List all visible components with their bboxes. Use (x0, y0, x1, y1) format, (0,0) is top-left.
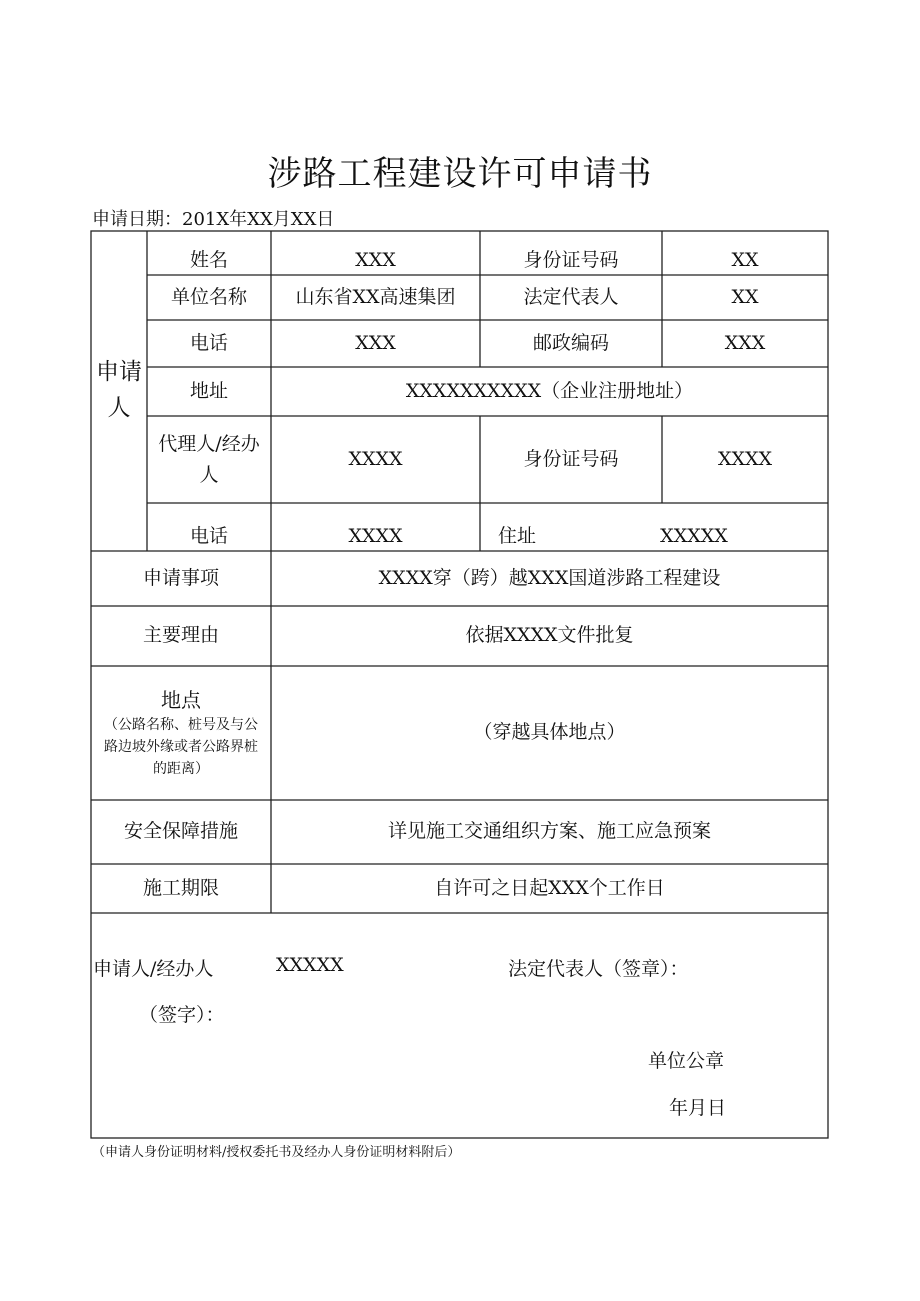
agent-phone-label: 电话 (189, 525, 228, 548)
legal-representative-value: XX (731, 285, 759, 308)
reason-label: 主要理由 (142, 624, 219, 647)
location-note-line2: 路边坡外缘或者公路界桩 (104, 739, 258, 756)
agent-value: XXXX (348, 447, 403, 470)
id-number-label: 身份证号码 (523, 249, 619, 272)
legal-representative-label: 法定代表人 (523, 285, 619, 308)
document-title: 涉路工程建设许可申请书 (267, 154, 653, 194)
agent-id-label: 身份证号码 (523, 447, 619, 470)
agent-id-value: XXXX (717, 447, 773, 470)
company-seal-label: 单位公章 (648, 1050, 725, 1072)
applicant-group-label (91, 231, 147, 551)
location-label: 地点 (161, 688, 201, 713)
postcode-label: 邮政编码 (532, 331, 609, 354)
signature-applicant-value: XXXXX (276, 954, 344, 976)
safety-measures-label: 安全保障措施 (123, 820, 238, 843)
phone-value: XXX (355, 331, 396, 354)
location-note-line3: 的距离） (153, 760, 209, 777)
phone-label: 电话 (189, 331, 228, 354)
residence-label: 住址 (498, 525, 537, 548)
reason-value: 依据XXXX文件批复 (465, 624, 634, 647)
signature-sign-note: （签字）： (139, 1004, 225, 1026)
address-value: XXXXXXXXXX（企业注册地址） (405, 379, 694, 402)
location-label-block (91, 666, 271, 800)
applicant-group-label-line1: 申请 (96, 359, 142, 386)
signature-applicant-label: 申请人/经办人 (93, 958, 214, 980)
applicant-group-label-line2: 人 (107, 395, 131, 421)
construction-period-value: 自许可之日起XXX个工作日 (434, 876, 665, 899)
address-label: 地址 (189, 379, 228, 402)
application-date: 申请日期：201X年XX月XX日 (92, 209, 335, 230)
location-value: （穿越具体地点） (473, 721, 626, 744)
name-label: 姓名 (189, 249, 228, 272)
id-number-value: XX (731, 249, 759, 272)
signature-date: 年月日 (669, 1097, 727, 1119)
signature-legal-rep-label: 法定代表人（签章）： (508, 958, 689, 980)
name-value: XXX (355, 249, 396, 272)
construction-period-label: 施工期限 (142, 876, 219, 899)
location-note-line1: （公路名称、桩号及与公 (104, 717, 258, 734)
agent-label (147, 416, 271, 503)
unit-name-label: 单位名称 (170, 285, 247, 308)
unit-name-value: 山东省XX高速集团 (295, 285, 456, 308)
postcode-value: XXX (724, 331, 766, 354)
matter-label: 申请事项 (142, 566, 219, 589)
agent-phone-value: XXXX (348, 525, 403, 548)
agent-label-line1: 代理人/经办 (158, 433, 260, 456)
safety-measures-value: 详见施工交通组织方案、施工应急预案 (387, 820, 711, 843)
agent-label-line2: 人 (199, 463, 219, 486)
matter-value: XXXX穿（跨）越XXX国道涉路工程建设 (378, 566, 721, 589)
attachment-footnote: （申请人身份证明材料/授权委托书及经办人身份证明材料附后） (92, 1145, 461, 1160)
residence-value: XXXXX (660, 525, 728, 548)
